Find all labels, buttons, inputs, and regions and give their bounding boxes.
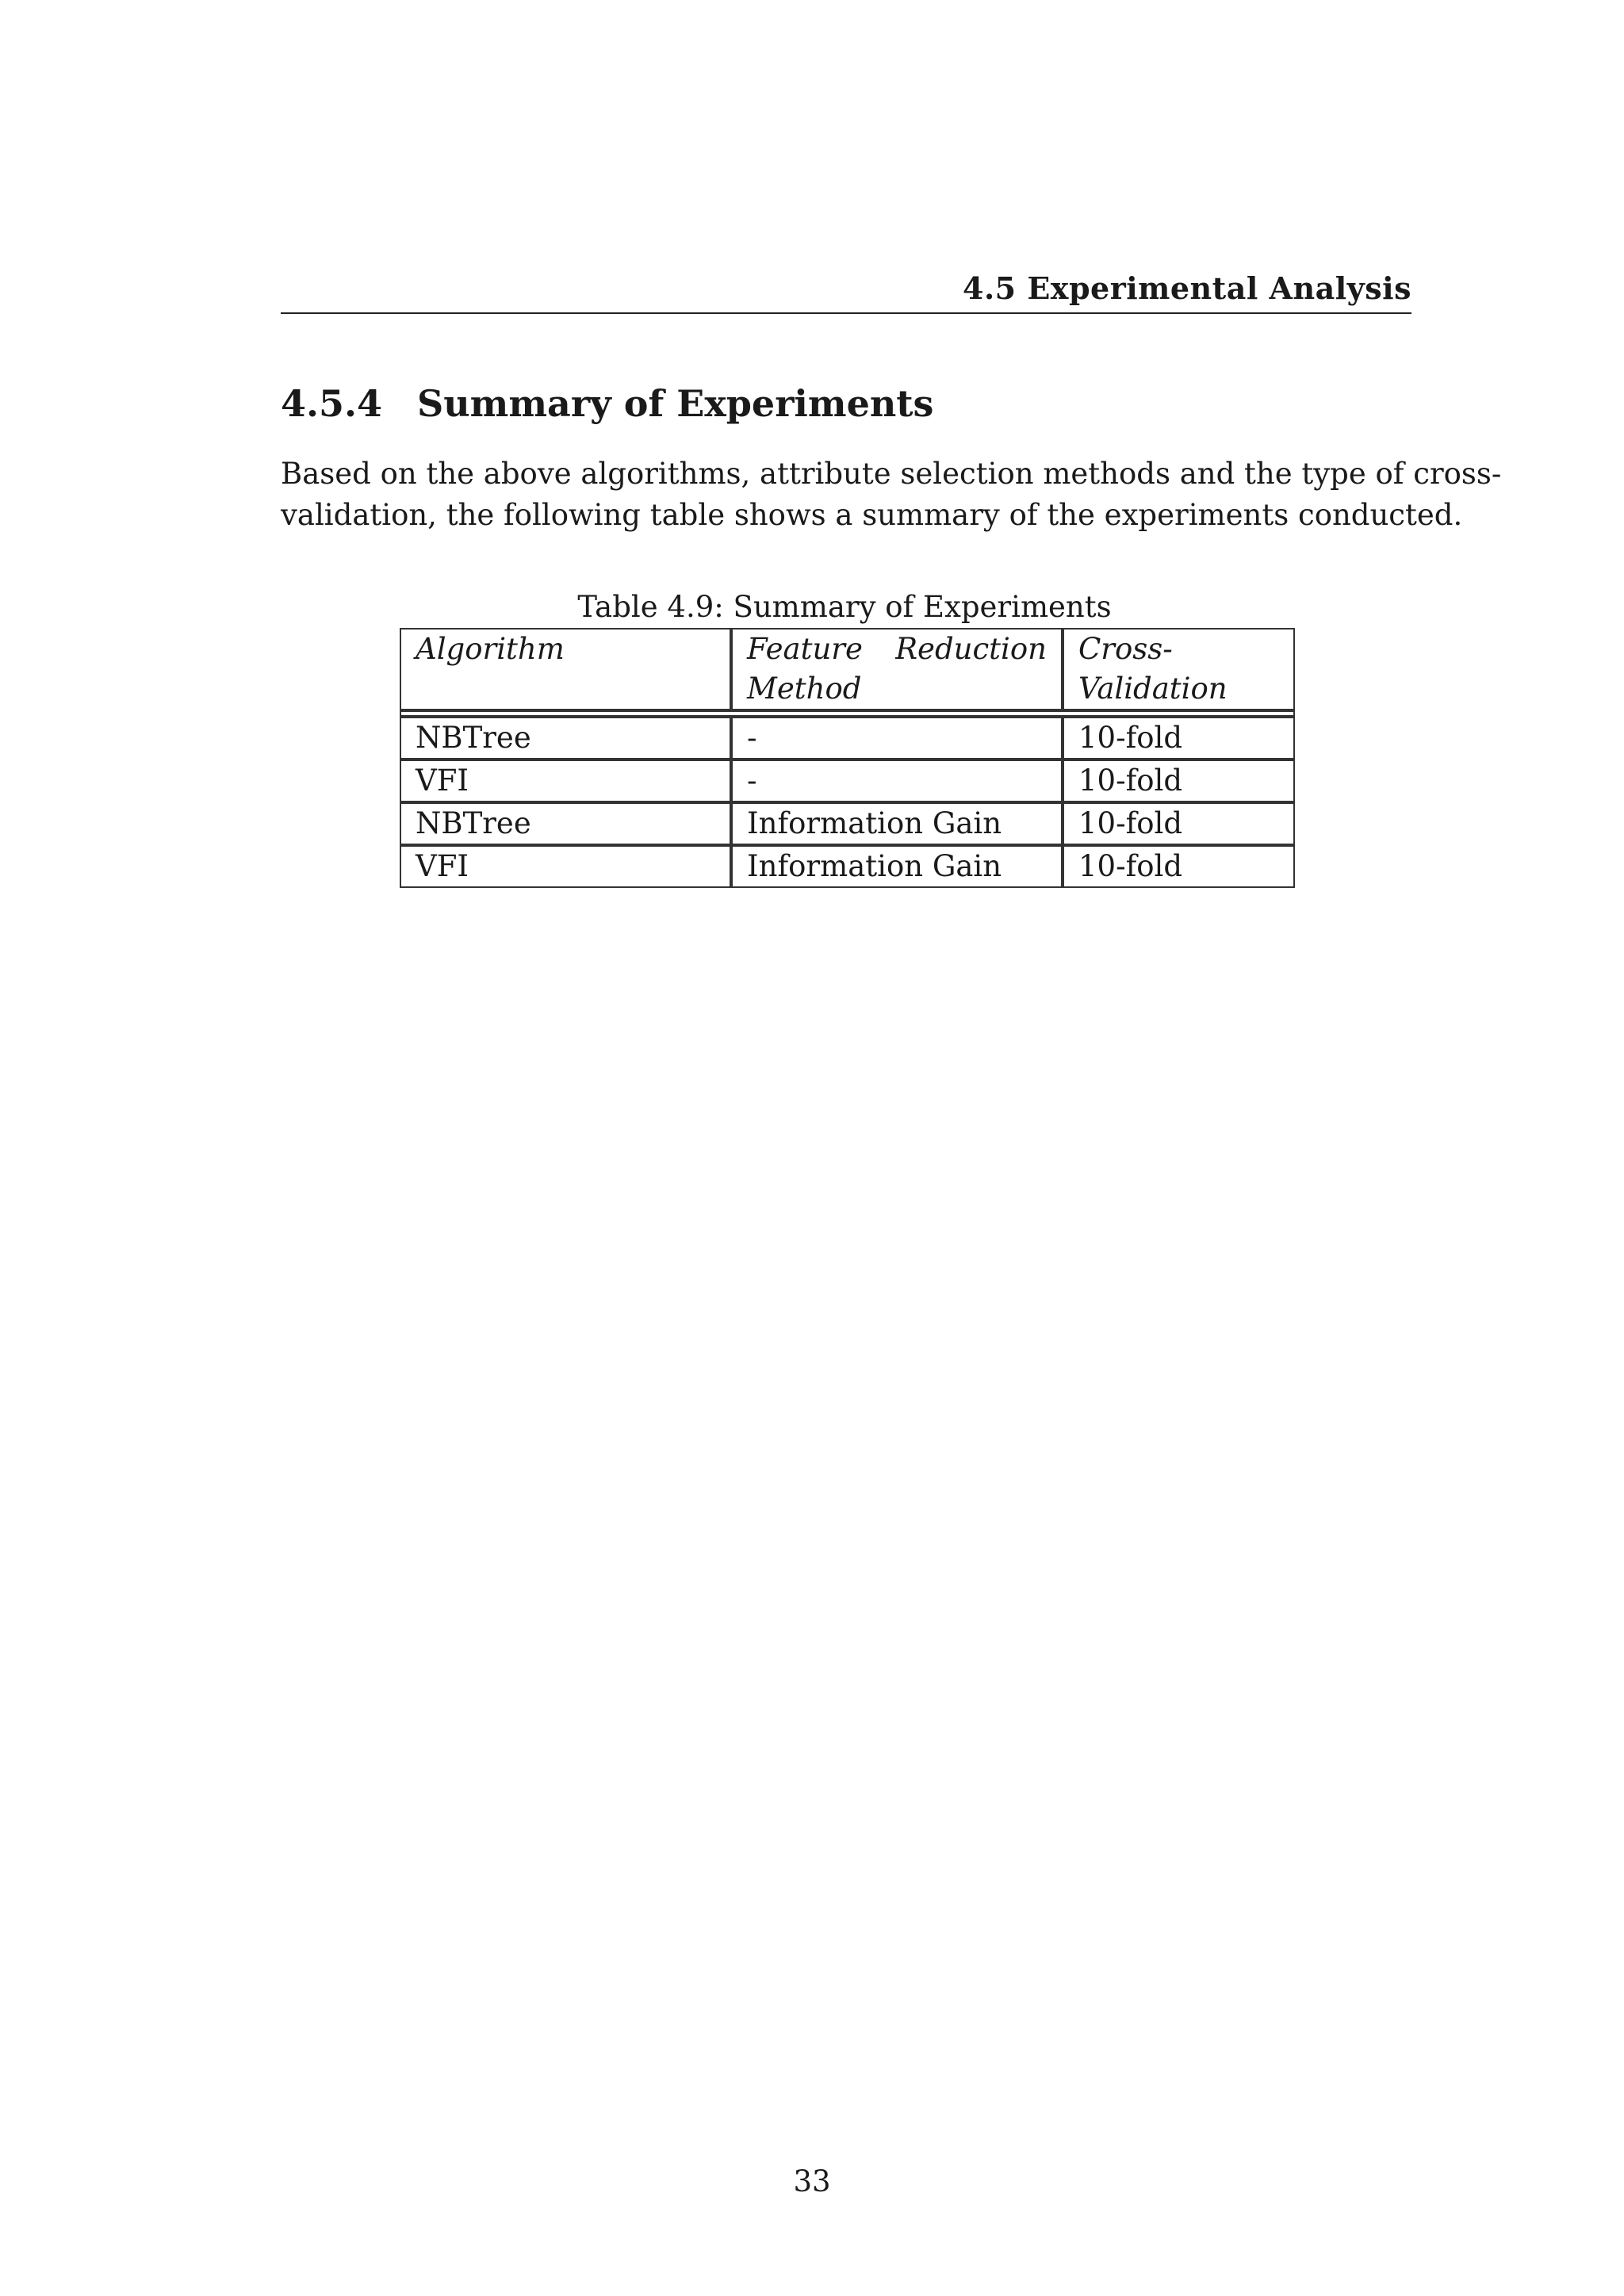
header-cross-label: Cross- (1078, 632, 1173, 666)
header-reduction-label: Reduction (895, 632, 1047, 666)
table-header-row (400, 628, 1295, 710)
header-feature-reduction (731, 628, 1063, 710)
cell-algorithm: VFI (400, 760, 731, 802)
paragraph-line-2: validation, the following table shows a summary of the experiments conducted. (281, 498, 1463, 532)
cell-feature-reduction: Information Gain (731, 802, 1063, 845)
cell-algorithm: VFI (400, 845, 731, 888)
table-row (400, 760, 1295, 802)
header-algorithm (400, 628, 731, 710)
cell-cross-validation: 10-fold (1063, 845, 1295, 888)
section-number: 4.5.4 (281, 382, 383, 425)
cell-feature-reduction: - (731, 717, 1063, 760)
header-rule-gap (400, 710, 1295, 717)
page-number: 33 (793, 2164, 831, 2198)
table-row (400, 845, 1295, 888)
paragraph-line-1: Based on the above algorithms, attribute selection methods and the type of cross- (281, 457, 1502, 491)
running-header-title: 4.5 Experimental Analysis (963, 270, 1411, 306)
header-method-label: Method (747, 672, 862, 706)
cell-cross-validation: 10-fold (1063, 717, 1295, 760)
cell-feature-reduction: - (731, 760, 1063, 802)
header-feature-label: Feature (747, 632, 863, 666)
cell-algorithm: NBTree (400, 802, 731, 845)
table-row (400, 802, 1295, 845)
table-caption: Table 4.9: Summary of Experiments (577, 590, 1112, 624)
cell-feature-reduction: Information Gain (731, 845, 1063, 888)
section-title: Summary of Experiments (417, 382, 934, 425)
header-cross-validation (1063, 628, 1295, 710)
section-heading (281, 382, 933, 425)
summary-table (400, 628, 1295, 888)
table-row (400, 717, 1295, 760)
running-header (281, 268, 1411, 314)
cell-cross-validation: 10-fold (1063, 760, 1295, 802)
cell-cross-validation: 10-fold (1063, 802, 1295, 845)
body-paragraph (281, 453, 1502, 536)
header-algorithm-label: Algorithm (416, 632, 565, 666)
header-validation-label: Validation (1078, 672, 1228, 706)
cell-algorithm: NBTree (400, 717, 731, 760)
